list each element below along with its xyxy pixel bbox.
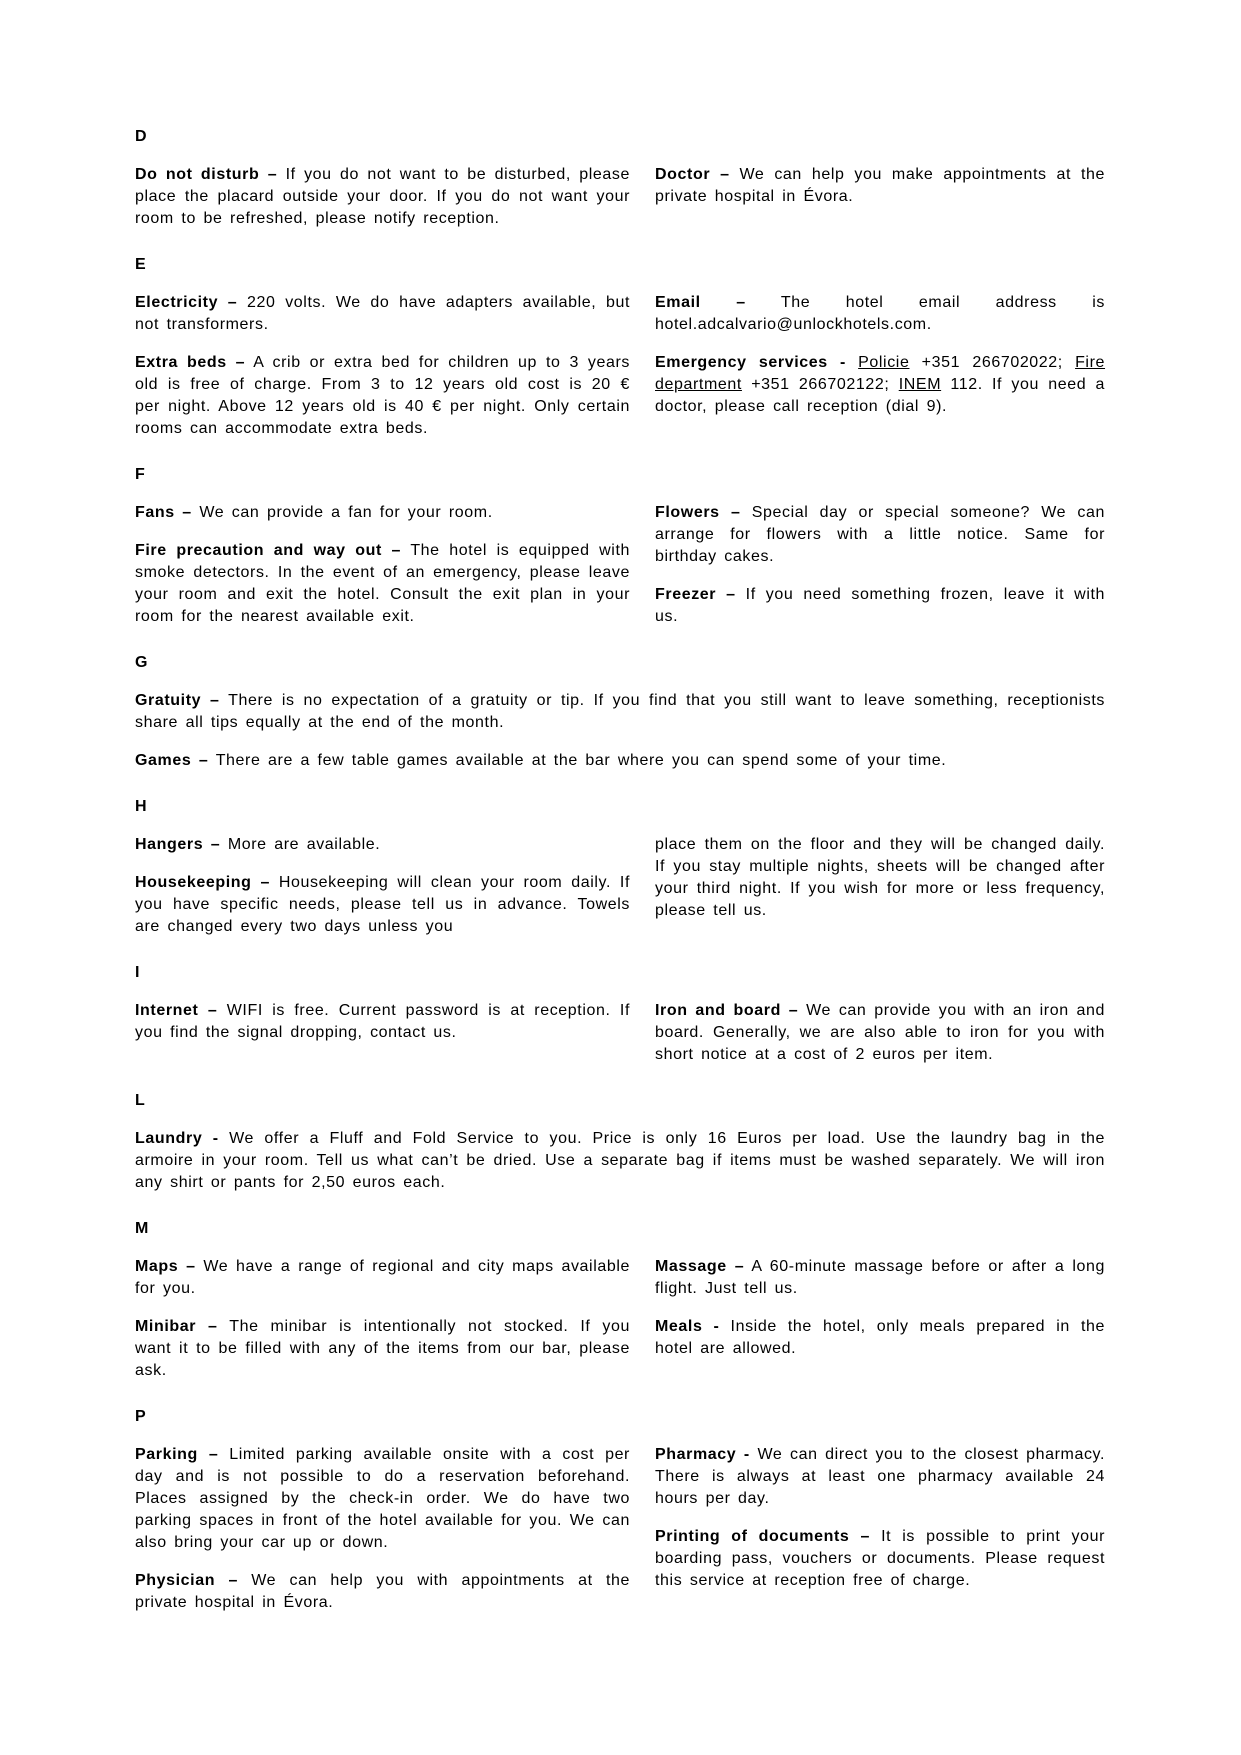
entry-separator: – — [860, 1528, 871, 1545]
column-right — [655, 1000, 1105, 1066]
section-heading-e: E — [135, 256, 147, 273]
section-f-columns — [135, 502, 1105, 628]
entry-separator: – — [726, 586, 736, 603]
entry-term — [135, 294, 237, 311]
entry-separator: - — [839, 354, 846, 371]
entry-email — [655, 292, 1105, 336]
entry-physician — [135, 1570, 630, 1614]
section-h — [135, 796, 1105, 938]
entry-description: WIFI is free. Current password is at reception. If you find the signal dropping, contact us. — [135, 1002, 630, 1041]
column-left — [135, 502, 630, 628]
entry-description: The hotel is equipped with smoke detectors. In the event of an emergency, please leave your room and exit the hotel. Consult the exit plan in your room for the nearest available exit. — [135, 542, 631, 625]
entry-term — [135, 752, 208, 769]
entry-separator: - — [212, 1130, 219, 1147]
term-text: Fire precaution and way out — [135, 542, 382, 559]
entry-term — [135, 504, 192, 521]
entry-term — [655, 1002, 798, 1019]
entry-housekeeping-continued — [655, 834, 1105, 922]
underlined-inem: INEM — [898, 376, 942, 393]
column-right — [655, 1444, 1105, 1592]
entry-term — [655, 294, 746, 311]
entry-maps — [135, 1256, 630, 1300]
entry-term — [135, 692, 220, 709]
entry-pharmacy — [655, 1444, 1105, 1510]
term-text: Gratuity — [135, 692, 202, 709]
entry-term — [655, 1318, 719, 1335]
entry-term — [655, 1446, 750, 1463]
term-text: Iron and board — [655, 1002, 781, 1019]
entry-description: We can provide you with an iron and board. Generally, we are also able to iron for you with short notice at a cost of 2 euros per item. — [655, 1002, 1106, 1063]
entry-hangers — [135, 834, 630, 856]
column-right — [655, 502, 1105, 628]
entry-description: A crib or extra bed for children up to 3 years old is free of charge. From 3 to 12 years old cost is 20 € per night. Above 12 years old is 40 € per night. Only certain rooms can accommodate extra beds. — [135, 354, 631, 437]
term-text: Freezer — [655, 586, 717, 603]
section-m-columns — [135, 1256, 1105, 1382]
entry-do-not-disturb — [135, 164, 630, 230]
entry-massage — [655, 1256, 1105, 1300]
term-text: Parking — [135, 1446, 198, 1463]
entry-separator: – — [734, 1258, 745, 1275]
section-heading-f: F — [135, 466, 146, 483]
entry-separator: – — [208, 1446, 219, 1463]
entry-description: We can help you make appointments at the private hospital in Évora. — [655, 166, 1106, 205]
column-left — [135, 292, 630, 440]
entry-housekeeping — [135, 872, 630, 938]
entry-separator: – — [207, 1002, 218, 1019]
underlined-fire-department: Fire department — [655, 354, 1106, 393]
section-i-columns — [135, 1000, 1105, 1066]
entry-term — [135, 166, 277, 183]
entry-description: +351 266702122; — [741, 376, 899, 393]
entry-freezer — [655, 584, 1105, 628]
column-left — [135, 1256, 630, 1382]
entry-separator: – — [788, 1002, 799, 1019]
entry-description: The minibar is intentionally not stocked. If you want it to be filled with any of the items from our bar, please ask. — [135, 1318, 630, 1379]
entry-description: More are available. — [227, 836, 381, 853]
column-left — [135, 1444, 630, 1614]
entry-doctor — [655, 164, 1105, 208]
entry-description: If you do not want to be disturbed, please place the placard outside your door. If you do not want your room to be refreshed, please notify reception. — [135, 166, 631, 227]
entry-description: Special day or special someone? We can arrange for flowers with a little notice. Same for birthday cakes. — [655, 504, 1105, 565]
entry-separator: – — [720, 166, 730, 183]
entry-description: We can provide a fan for your room. — [199, 504, 493, 521]
term-text: Minibar — [135, 1318, 197, 1335]
section-p — [135, 1406, 1105, 1614]
entry-separator: - — [713, 1318, 720, 1335]
entry-flowers — [655, 502, 1105, 568]
term-text: Fans — [135, 504, 175, 521]
entry-term — [135, 542, 401, 559]
entry-term — [135, 354, 245, 371]
entry-emergency-services — [655, 352, 1105, 418]
column-left — [135, 834, 630, 938]
entry-term — [655, 586, 736, 603]
term-text: Games — [135, 752, 192, 769]
entry-description: We have a range of regional and city maps available for you. — [135, 1258, 631, 1297]
entry-separator: – — [182, 504, 192, 521]
entry-term — [135, 1002, 217, 1019]
section-heading-p: P — [135, 1408, 147, 1425]
entry-fans — [135, 502, 630, 524]
entry-description: Limited parking available onsite with a cost per day and is not possible to do a reservation beforehand. Places assigned by the check-in order. We do have two parking spaces in front of the hotel available for you. We can also bring your car up or down. — [135, 1446, 630, 1551]
section-i — [135, 962, 1105, 1066]
entry-description: place them on the floor and they will be changed daily. If you stay multiple nights, sheets will be changed after your third night. If you wish for more or less frequency, please tell us. — [655, 836, 1105, 919]
entry-description: There is no expectation of a gratuity or tip. If you find that you still want to leave something, receptionists share all tips equally at the end of the month. — [135, 692, 1105, 731]
entry-description: A 60-minute massage before or after a long flight. Just tell us. — [655, 1258, 1106, 1297]
entry-internet — [135, 1000, 630, 1044]
section-d-columns — [135, 164, 1105, 230]
entry-separator: – — [235, 354, 246, 371]
section-heading-l: L — [135, 1092, 146, 1109]
entry-description: It is possible to print your boarding pass, vouchers or documents. Please request this service at reception free of charge. — [655, 1528, 1106, 1589]
term-text: Extra beds — [135, 354, 227, 371]
term-text: Email — [655, 294, 701, 311]
entry-description: Housekeeping will clean your room daily. If you have specific needs, please tell us in advance. Towels are changed every two days unless you — [135, 874, 631, 935]
entry-term — [135, 1258, 196, 1275]
section-heading-d: D — [135, 128, 148, 145]
term-text: Housekeeping — [135, 874, 252, 891]
term-text: Laundry — [135, 1130, 203, 1147]
entry-description: If you need something frozen, leave it with us. — [655, 586, 1106, 625]
column-left — [135, 1000, 630, 1044]
entry-description: We can help you with appointments at the private hospital in Évora. — [135, 1572, 630, 1611]
entry-separator: – — [228, 1572, 238, 1589]
entry-meals — [655, 1316, 1105, 1360]
entry-electricity — [135, 292, 630, 336]
underlined-policie: Policie — [858, 354, 910, 371]
term-text: Printing of documents — [655, 1528, 850, 1545]
entry-separator: – — [267, 166, 278, 183]
entry-laundry — [135, 1128, 1105, 1194]
column-right — [655, 834, 1105, 922]
term-text: Doctor — [655, 166, 711, 183]
entry-gratuity — [135, 690, 1105, 734]
entry-term — [655, 1258, 744, 1275]
entry-minibar — [135, 1316, 630, 1382]
entry-separator: – — [210, 836, 221, 853]
entry-separator: - — [743, 1446, 750, 1463]
section-heading-i: I — [135, 964, 141, 981]
section-f — [135, 464, 1105, 628]
entry-description: There are a few table games available at the bar where you can spend some of your time. — [215, 752, 947, 769]
section-p-columns — [135, 1444, 1105, 1614]
section-g — [135, 652, 1105, 772]
entry-games — [135, 750, 1105, 772]
term-text: Pharmacy — [655, 1446, 737, 1463]
entry-description: The hotel email address is hotel.adcalvario@unlockhotels.com. — [655, 294, 1106, 333]
entry-separator: – — [730, 504, 741, 521]
section-l — [135, 1090, 1105, 1194]
entry-extra-beds — [135, 352, 630, 440]
section-m — [135, 1218, 1105, 1382]
column-right — [655, 1256, 1105, 1360]
entry-term — [135, 1130, 219, 1147]
entry-separator: – — [210, 692, 220, 709]
entry-printing-of-documents — [655, 1526, 1105, 1592]
section-e-columns — [135, 292, 1105, 440]
entry-description: We can direct you to the closest pharmacy. There is always at least one pharmacy available 24 hours per day. — [655, 1446, 1106, 1507]
column-left — [135, 164, 630, 230]
entry-term — [135, 836, 220, 853]
section-h-columns — [135, 834, 1105, 938]
entry-description: Inside the hotel, only meals prepared in the hotel are allowed. — [655, 1318, 1105, 1357]
term-text: Do not disturb — [135, 166, 260, 183]
entry-description: 220 volts. We do have adapters available, but not transformers. — [135, 294, 631, 333]
entry-fire-precaution — [135, 540, 630, 628]
column-right — [655, 292, 1105, 418]
entry-separator: – — [198, 752, 209, 769]
term-text: Physician — [135, 1572, 216, 1589]
term-text: Electricity — [135, 294, 219, 311]
entry-parking — [135, 1444, 630, 1554]
entry-separator: – — [736, 294, 746, 311]
section-d — [135, 126, 1105, 230]
entry-term — [655, 166, 730, 183]
term-text: Hangers — [135, 836, 204, 853]
entry-separator: – — [208, 1318, 218, 1335]
entry-separator: – — [227, 294, 238, 311]
term-text: Massage — [655, 1258, 727, 1275]
term-text: Internet — [135, 1002, 199, 1019]
entry-separator: – — [186, 1258, 196, 1275]
entry-iron-and-board — [655, 1000, 1105, 1066]
section-heading-m: M — [135, 1220, 149, 1237]
entry-term — [655, 1528, 870, 1545]
entry-separator: – — [391, 542, 401, 559]
term-text: Maps — [135, 1258, 179, 1275]
entry-term — [135, 1572, 238, 1589]
entry-term — [135, 874, 270, 891]
entry-description: 112. If you need a doctor, please call reception (dial 9). — [655, 376, 1105, 415]
section-e — [135, 254, 1105, 440]
entry-term — [655, 354, 846, 371]
entry-term — [655, 504, 740, 521]
entry-description: We offer a Fluff and Fold Service to you. Price is only 16 Euros per load. Use the laundry bag in the armoire in your room. Tell us what can’t be dried. Use a separate bag if items must be washed separately. We will iron any shirt or pants for 2,50 euros each. — [135, 1130, 1106, 1191]
section-heading-h: H — [135, 798, 148, 815]
entry-description: +351 266702022; — [909, 354, 1076, 371]
term-text: Flowers — [655, 504, 720, 521]
column-right — [655, 164, 1105, 208]
term-text: Emergency services — [655, 354, 828, 371]
entry-term — [135, 1446, 218, 1463]
entry-separator: – — [260, 874, 270, 891]
entry-term — [135, 1318, 218, 1335]
term-text: Meals — [655, 1318, 703, 1335]
section-heading-g: G — [135, 654, 149, 671]
